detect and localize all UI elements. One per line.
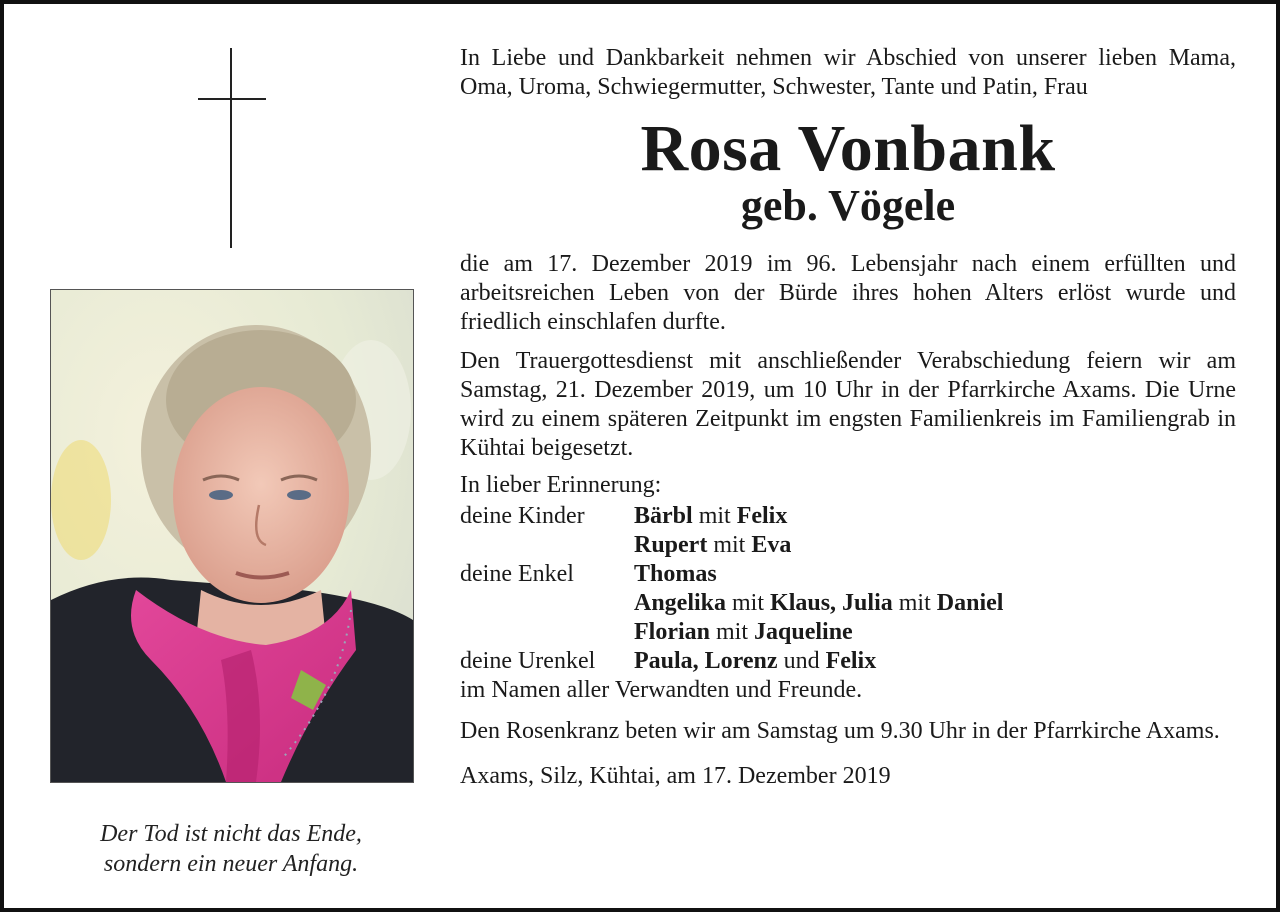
family-name: Felix bbox=[736, 503, 788, 529]
family-name: Bärbl bbox=[634, 503, 693, 529]
family-list bbox=[460, 502, 1236, 676]
family-name: Klaus, Julia bbox=[770, 590, 893, 616]
family-name: Jaqueline bbox=[754, 619, 853, 645]
family-name: Angelika bbox=[634, 590, 727, 616]
family-label-empty bbox=[460, 618, 634, 647]
family-conjunction: mit bbox=[713, 532, 746, 558]
memorial-quote bbox=[50, 819, 412, 879]
family-name: Eva bbox=[751, 532, 792, 558]
list-item bbox=[460, 502, 1236, 531]
family-name: Paula, Lorenz bbox=[634, 648, 778, 674]
family-names bbox=[634, 531, 791, 560]
family-name: Rupert bbox=[634, 532, 708, 558]
family-label-urenkel: deine Urenkel bbox=[460, 648, 596, 674]
quote-line-1: Der Tod ist nicht das Ende, bbox=[100, 821, 362, 847]
family-conjunction: mit bbox=[716, 619, 749, 645]
family-conjunction: mit bbox=[898, 590, 931, 616]
portrait-illustration bbox=[51, 290, 413, 782]
family-name: Felix bbox=[825, 648, 877, 674]
cross-icon bbox=[198, 48, 266, 248]
list-item bbox=[460, 589, 1236, 618]
list-item bbox=[460, 618, 1236, 647]
relatives-line: im Namen aller Verwandten und Freunde. bbox=[460, 677, 863, 703]
family-label-enkel: deine Enkel bbox=[460, 561, 574, 587]
birth-name: geb. Vögele bbox=[740, 181, 956, 230]
family-names bbox=[634, 589, 1003, 618]
family-names bbox=[634, 560, 717, 589]
family-conjunction: mit bbox=[698, 503, 731, 529]
family-name: Daniel bbox=[936, 590, 1004, 616]
family-names bbox=[634, 502, 787, 531]
quote-line-2: sondern ein neuer Anfang. bbox=[103, 851, 359, 877]
place-date-line: Axams, Silz, Kühtai, am 17. Dezember 2019 bbox=[460, 763, 891, 789]
family-names bbox=[634, 647, 876, 676]
deceased-name: Rosa Vonbank bbox=[640, 112, 1056, 185]
family-conjunction: und bbox=[783, 648, 820, 674]
family-name: Thomas bbox=[634, 561, 717, 587]
family-names bbox=[634, 618, 853, 647]
family-conjunction: mit bbox=[732, 590, 765, 616]
list-item bbox=[460, 531, 1236, 560]
memory-heading: In lieber Erinnerung: bbox=[460, 472, 662, 498]
intro-paragraph: In Liebe und Dankbarkeit nehmen wir Abschied von unserer lieben Mama, Oma, Uroma, Schwiegermutter, Schwester, Tante und Patin, Frau bbox=[460, 45, 1236, 100]
obituary-text-column bbox=[460, 44, 1236, 791]
service-paragraph: Den Trauergottesdienst mit anschließender Verabschiedung feiern wir am Samstag, 21. Dezember 2019, um 10 Uhr in der Pfarrkirche Axams. Die Urne wird zu einem späteren Zeitpunkt im engsten Familienkreis im Familiengrab in Kühtai beigesetzt. bbox=[460, 348, 1236, 461]
death-paragraph: die am 17. Dezember 2019 im 96. Lebensjahr nach einem erfüllten und arbeitsreichen Leben von der Bürde ihres hohen Alters erlöst wurde und friedlich einschlafen durfte. bbox=[460, 251, 1236, 335]
family-label-empty bbox=[460, 531, 634, 560]
family-label-kinder: deine Kinder bbox=[460, 503, 585, 529]
family-name: Florian bbox=[634, 619, 710, 645]
portrait-photo bbox=[50, 289, 414, 783]
family-label-empty bbox=[460, 589, 634, 618]
list-item bbox=[460, 647, 1236, 676]
rosary-paragraph: Den Rosenkranz beten wir am Samstag um 9.30 Uhr in der Pfarrkirche Axams. bbox=[460, 718, 1220, 744]
list-item bbox=[460, 560, 1236, 589]
